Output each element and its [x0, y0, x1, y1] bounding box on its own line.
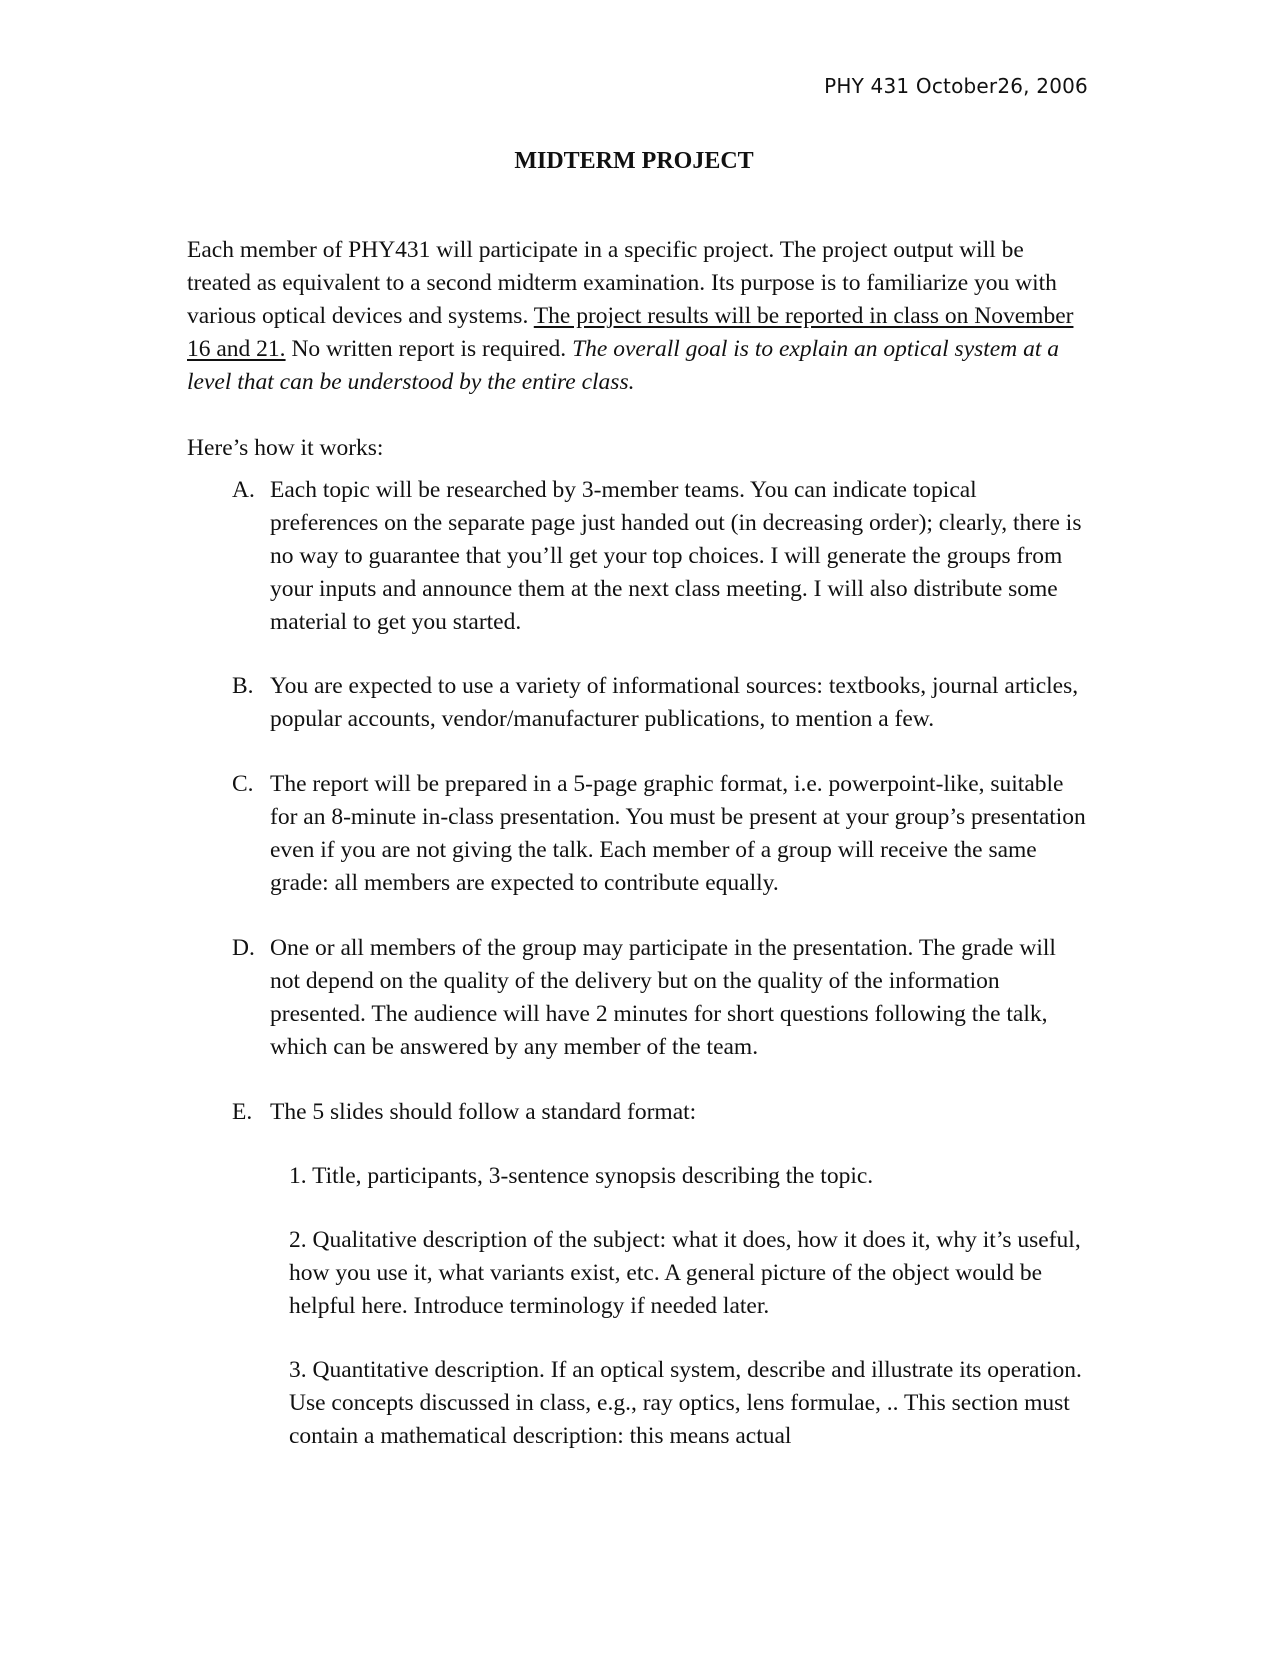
list-item-text: You are expected to use a variety of informational sources: textbooks, journal articles, popular accounts, vendor/manufacturer publications, to mention a few.	[270, 673, 1079, 732]
intro-paragraph	[187, 234, 1092, 399]
list-marker: B.	[232, 673, 254, 699]
list-marker: D.	[232, 935, 255, 961]
course-date-header: PHY 431 October26, 2006	[824, 74, 1088, 98]
list-item-text: One or all members of the group may participate in the presentation. The grade will not depend on the quality of the delivery but on the quality of the information presented. The audience will have 2 minutes for short questions following the talk, which can be answered by any member of the team.	[270, 935, 1056, 1060]
intro-underlined-dates: The project results will be reported in class on November 16 and 21.	[187, 303, 1074, 362]
list-marker: E.	[232, 1099, 253, 1125]
intro-goal-italic: The overall goal is to explain an optical system at a level that can be understood by the entire class.	[187, 336, 1059, 395]
list-item-text: The 5 slides should follow a standard format:	[270, 1099, 697, 1125]
page-title: MIDTERM PROJECT	[514, 148, 754, 174]
intro-text-1: Each member of PHY431 will participate in a specific project. The project output will be treated as equivalent to a second midterm examination. Its purpose is to familiarize you with various optical devices and systems.	[187, 237, 1057, 329]
intro-text-2: No written report is required.	[285, 336, 573, 362]
slide-format-item: 3. Quantitative description. If an optical system, describe and illustrate its operation. Use concepts discussed in class, e.g., ray optics, lens formulae, .. This section must contain a mathematical description: this means actual	[289, 1357, 1082, 1449]
how-it-works-heading: Here’s how it works:	[187, 435, 384, 461]
list-item-text: Each topic will be researched by 3-member teams. You can indicate topical preferences on the separate page just handed out (in decreasing order); clearly, there is no way to guarantee that you’ll get your top choices. I will generate the groups from your inputs and announce them at the next class meeting. I will also distribute some material to get you started.	[270, 477, 1082, 635]
list-marker: C.	[232, 771, 254, 797]
slide-format-item: 2. Qualitative description of the subject: what it does, how it does it, why it’s useful, how you use it, what variants exist, etc. A general picture of the object would be helpful here. Introduce terminology if needed later.	[289, 1227, 1081, 1319]
list-item-text: The report will be prepared in a 5-page graphic format, i.e. powerpoint-like, suitable for an 8-minute in-class presentation. You must be present at your group’s presentation even if you are not giving the talk. Each member of a group will receive the same grade: all members are expected to contribute equally.	[270, 771, 1086, 896]
slide-format-item: 1. Title, participants, 3-sentence synopsis describing the topic.	[289, 1163, 874, 1189]
list-marker: A.	[232, 477, 255, 503]
